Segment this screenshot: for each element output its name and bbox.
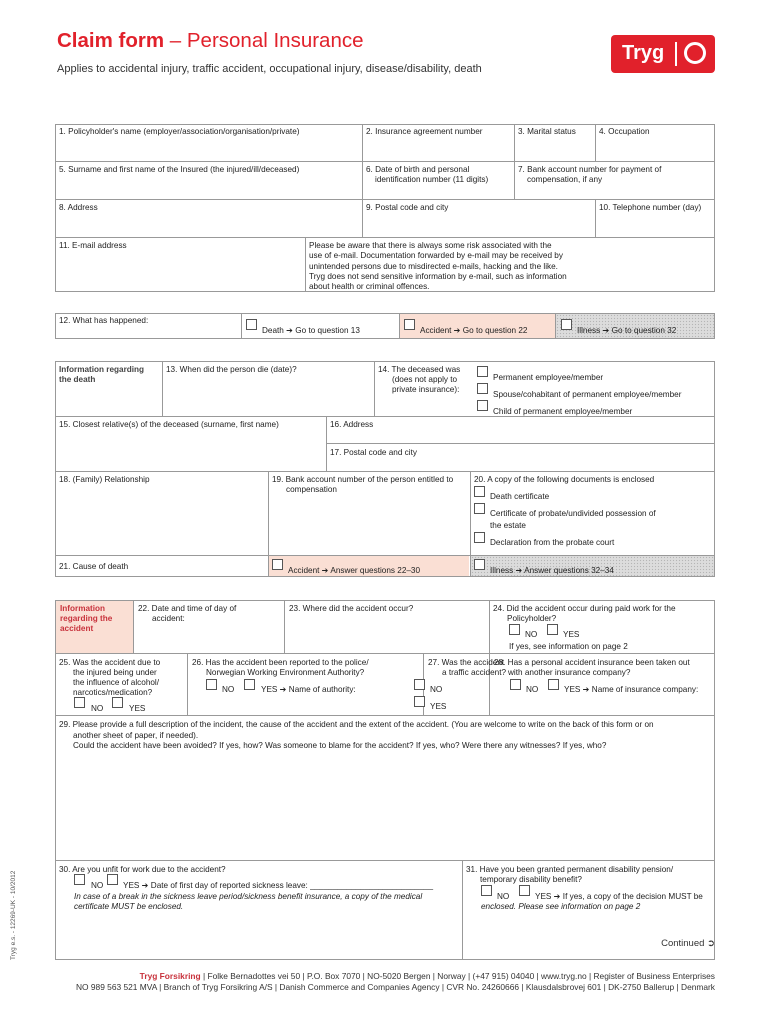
q26-line: Norwegian Working Environment Authority?: [206, 668, 365, 677]
q31-yes-label: YES ➔ If yes, a copy of the decision MUST be: [535, 892, 703, 901]
q22-line: accident:: [152, 614, 185, 623]
spouse-label: Spouse/cohabitant of permanent employee/member: [493, 390, 682, 399]
q14-line: private insurance):: [392, 385, 460, 394]
q30-no-checkbox[interactable]: [74, 874, 85, 885]
child-label: Child of permanent employee/member: [493, 407, 633, 416]
q7-bank-account-field[interactable]: [518, 165, 661, 185]
doc2-line: the estate: [490, 521, 526, 530]
q24-line: 24. Did the accident occur during paid work for the: [493, 604, 676, 613]
note-line: about health or criminal offences.: [309, 282, 430, 291]
cause-illness-checkbox[interactable]: [474, 559, 485, 570]
q28-no-checkbox[interactable]: [510, 679, 521, 690]
death-option-label: Death ➔ Go to question 13: [262, 326, 360, 335]
q30-label: 30. Are you unfit for work due to the accident?: [59, 865, 226, 874]
q24-line: Policyholder?: [507, 614, 557, 623]
page-title: [57, 30, 364, 53]
q30-note-line: certificate MUST be enclosed.: [74, 902, 184, 911]
q10-telephone-field[interactable]: 10. Telephone number (day): [599, 203, 702, 212]
q11-email-field[interactable]: 11. E-mail address: [59, 241, 127, 250]
death-checkbox[interactable]: [246, 319, 257, 330]
q31-note: enclosed. Please see information on page 2: [481, 902, 641, 911]
q27-line: 27. Was the accident: [428, 658, 505, 667]
email-warning-note: [309, 241, 567, 292]
continued-link[interactable]: Continued ➲: [661, 938, 715, 949]
q3-marital-status-field[interactable]: 3. Marital status: [518, 127, 576, 136]
footer-company: Tryg Forsikring: [139, 971, 201, 981]
lifebuoy-icon: [684, 42, 706, 64]
q1-policyholder-name-field[interactable]: 1. Policyholder's name (employer/association/organisation/private): [59, 127, 300, 136]
q28-line: with another insurance company?: [508, 668, 631, 677]
probate-declaration-label: Declaration from the probate court: [490, 538, 615, 547]
heading-line: accident: [60, 624, 94, 633]
q4-occupation-field[interactable]: 4. Occupation: [599, 127, 650, 136]
footer-address: | Folke Bernadottes vei 50 | P.O. Box 7070 | NO-5020 Bergen | Norway | (+47 915) 04040 | www.tryg.no | Register of Business Enterprises: [200, 971, 715, 981]
q16-address-field[interactable]: 16. Address: [330, 420, 374, 429]
q25-no-label: NO: [91, 704, 104, 713]
note-line: unintended persons due to misdirected e-mails, hacking and the like.: [309, 261, 558, 271]
q31-label: [466, 865, 673, 885]
q19-bank-account-field[interactable]: [272, 475, 453, 495]
title-bold: Claim form: [57, 29, 165, 52]
q30-yes-checkbox[interactable]: [107, 874, 118, 885]
child-checkbox[interactable]: [477, 400, 488, 411]
q28-no-label: NO: [526, 685, 539, 694]
permanent-employee-label: Permanent employee/member: [493, 373, 604, 382]
q7-label-2: compensation, if any: [527, 175, 603, 184]
q25-yes-label: YES: [129, 704, 146, 713]
cause-accident-label: Accident ➔ Answer questions 22–30: [288, 566, 421, 575]
q26-no-checkbox[interactable]: [206, 679, 217, 690]
q24-label: [493, 604, 676, 624]
cause-accident-checkbox[interactable]: [272, 559, 283, 570]
note-line: Tryg does not send sensitive information by e-mail, such as information: [309, 271, 567, 281]
q5-insured-name-field[interactable]: 5. Surname and first name of the Insured (the injured/ill/deceased): [59, 165, 300, 174]
q31-line: temporary disability benefit?: [480, 875, 582, 884]
q26-yes-label: YES ➔ Name of authority:: [261, 685, 356, 694]
page-subtitle: Applies to accidental injury, traffic accident, occupational injury, disease/disability, death: [57, 63, 482, 75]
logo-divider: [675, 42, 677, 66]
q18-relationship-field[interactable]: 18. (Family) Relationship: [59, 475, 150, 484]
doc2-line: Certificate of probate/undivided possession of: [490, 509, 656, 518]
q25-label: [59, 658, 160, 698]
form-code: Tryg e.s. - 12269-UK - 10/2012: [10, 870, 17, 960]
illness-checkbox[interactable]: [561, 319, 572, 330]
note-line: Please be aware that there is always some risk associated with the: [309, 241, 552, 250]
q24-yes-label: YES: [563, 630, 580, 639]
q25-no-checkbox[interactable]: [74, 697, 85, 708]
q2-agreement-number-field[interactable]: 2. Insurance agreement number: [366, 127, 483, 136]
q23-location-field[interactable]: 23. Where did the accident occur?: [289, 604, 414, 613]
death-info-heading: [59, 365, 144, 385]
probate-certificate-checkbox[interactable]: [474, 503, 485, 514]
q25-line: narcotics/medication?: [73, 688, 153, 697]
q19-line: compensation: [286, 485, 337, 494]
q9-postal-field[interactable]: 9. Postal code and city: [366, 203, 449, 212]
q21-cause-label: 21. Cause of death: [59, 562, 129, 571]
q27-line: a traffic accident?: [442, 668, 507, 677]
q24-note: If yes, see information on page 2: [509, 642, 628, 651]
q28-yes-label: YES ➔ Name of insurance company:: [564, 685, 699, 694]
q17-postal-field[interactable]: 17. Postal code and city: [330, 448, 417, 457]
q7-label-1: 7. Bank account number for payment of: [518, 165, 662, 174]
title-rest: – Personal Insurance: [164, 29, 364, 52]
tryg-logo: [611, 35, 715, 73]
q12-label: 12. What has happened:: [59, 316, 149, 325]
q30-no-label: NO: [91, 881, 104, 890]
q24-no-label: NO: [525, 630, 538, 639]
q22-line: 22. Date and time of day of: [138, 604, 237, 613]
probate-declaration-checkbox[interactable]: [474, 532, 485, 543]
q19-line: 19. Bank account number of the person entitled to: [272, 475, 454, 484]
q14-line: 14. The deceased was: [378, 365, 461, 374]
probate-certificate-label: [490, 509, 656, 531]
q29-line: another sheet of paper, if needed).: [73, 730, 199, 740]
permanent-employee-checkbox[interactable]: [477, 366, 488, 377]
note-line: use of e-mail. Documentation forwarded by e-mail may be received by: [309, 251, 563, 261]
q22-date-time-field[interactable]: [138, 604, 236, 624]
q26-yes-checkbox[interactable]: [244, 679, 255, 690]
q13-date-of-death-field[interactable]: 13. When did the person die (date)?: [166, 365, 297, 374]
accident-info-heading: [60, 604, 112, 634]
death-certificate-checkbox[interactable]: [474, 486, 485, 497]
q31-no-label: NO: [497, 892, 510, 901]
q20-label: 20. A copy of the following documents is enclosed: [474, 475, 655, 484]
q25-yes-checkbox[interactable]: [112, 697, 123, 708]
q24-yes-checkbox[interactable]: [547, 624, 558, 635]
q25-line: 25. Was the accident due to: [59, 658, 161, 667]
heading-line: regarding the: [60, 614, 113, 623]
q25-line: the influence of alcohol/: [73, 678, 160, 687]
illness-option-label: Illness ➔ Go to question 32: [577, 326, 677, 335]
q27-no-checkbox[interactable]: [414, 679, 425, 690]
spouse-checkbox[interactable]: [477, 383, 488, 394]
q24-no-checkbox[interactable]: [509, 624, 520, 635]
q25-line: the injured being under: [73, 668, 157, 677]
q26-line: 26. Has the accident been reported to the police/: [192, 658, 369, 667]
q14-label: [378, 365, 460, 395]
q29-description-field[interactable]: [59, 720, 654, 752]
q29-line: 29. Please provide a full description of the incident, the cause of the accident and the extent of the accident. (You are welcome to write on the back of this form or on: [59, 720, 654, 729]
q6-label-2: identification number (11 digits): [375, 175, 489, 184]
accident-checkbox[interactable]: [404, 319, 415, 330]
heading-line: Information regarding: [59, 365, 145, 374]
q28-label: [494, 658, 690, 678]
q6-label-1: 6. Date of birth and personal: [366, 165, 470, 174]
q15-closest-relative-field[interactable]: 15. Closest relative(s) of the deceased (surname, first name): [59, 420, 279, 429]
cause-illness-label: Illness ➔ Answer questions 32–34: [490, 566, 614, 575]
q31-line: 31. Have you been granted permanent disability pension/: [466, 865, 674, 874]
logo-text: Tryg: [622, 42, 665, 64]
q29-line: Could the accident have been avoided? If yes, how? Was someone to blame for the accident? If yes, who? Were there any witnesses? If yes, who?: [73, 741, 607, 751]
q27-yes-checkbox[interactable]: [414, 696, 425, 707]
q6-birth-id-field[interactable]: [366, 165, 488, 185]
q30-note: [74, 892, 422, 912]
q31-no-checkbox[interactable]: [481, 885, 492, 896]
q27-yes-label: YES: [430, 702, 447, 711]
footer-line-2: NO 989 563 521 MVA | Branch of Tryg Forsikring A/S | Danish Commerce and Companies Agency | CVR No. 24260666 | Klausdalsbrovej 601 | DK-2750 Ballerup | Denmark: [75, 982, 715, 992]
heading-line: the death: [59, 375, 96, 384]
q14-line: (does not apply to: [392, 375, 458, 384]
q30-note-line: In case of a break in the sickness leave period/sickness benefit insurance, a copy of the medical: [74, 892, 423, 901]
q28-yes-checkbox[interactable]: [548, 679, 559, 690]
footer-line-1: [140, 971, 715, 981]
accident-option-label: Accident ➔ Go to question 22: [420, 326, 528, 335]
death-certificate-label: Death certificate: [490, 492, 550, 501]
q26-no-label: NO: [222, 685, 235, 694]
heading-line: Information: [60, 604, 106, 613]
q30-yes-label: YES ➔ Date of first day of reported sickness leave: ___________________________: [123, 881, 434, 890]
q31-yes-checkbox[interactable]: [519, 885, 530, 896]
q28-line: 28. Has a personal accident insurance been taken out: [494, 658, 690, 667]
q27-no-label: NO: [430, 685, 443, 694]
q26-label: [192, 658, 369, 678]
q8-address-field[interactable]: 8. Address: [59, 203, 98, 212]
